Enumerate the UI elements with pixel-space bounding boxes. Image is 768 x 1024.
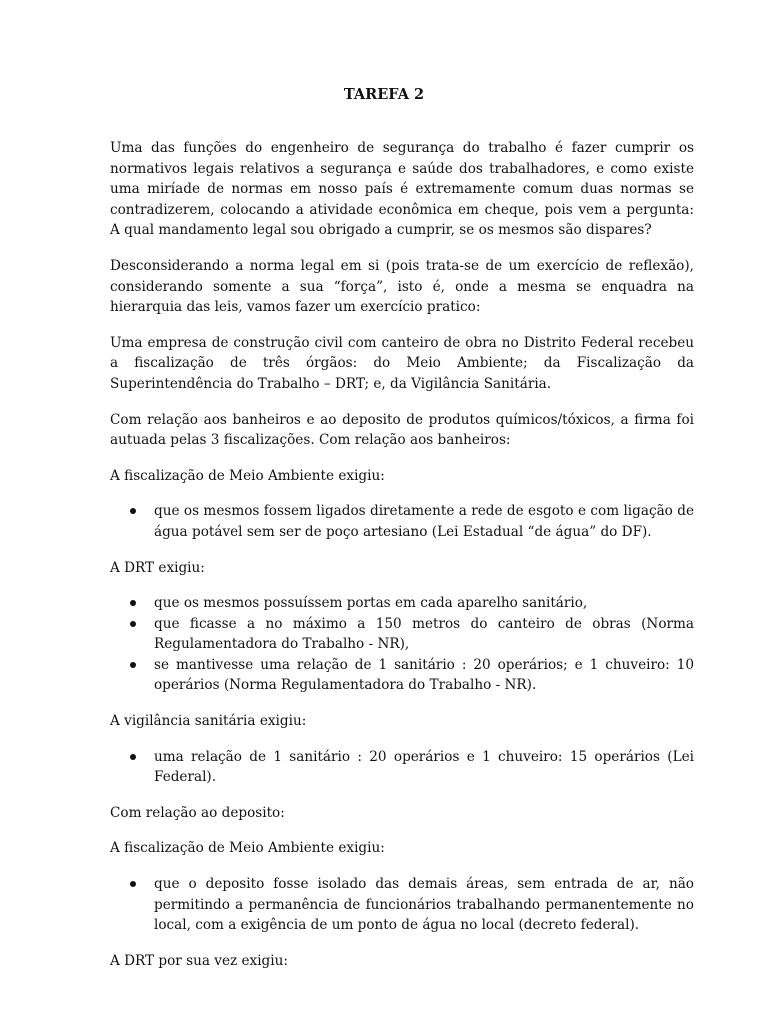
list-item-text: que ficasse a no máximo a 150 metros do canteiro de obras (Norma Regulamentadora do Trabalho - NR), (154, 615, 694, 653)
list-item-text: se mantivesse uma relação de 1 sanitário : 20 operários; e 1 chuveiro: 10 operários (Norma Regulamentadora do Trabalho - NR). (154, 656, 694, 694)
heading-drt-final: A DRT por sua vez exigiu: (110, 952, 288, 969)
bullet-icon (130, 662, 136, 668)
heading-meio-ambiente: A fiscalização de Meio Ambiente exigiu: (110, 467, 385, 484)
list-deposito-meio-ambiente (110, 874, 694, 936)
heading-vigilancia: A vigilância sanitária exigiu: (110, 713, 307, 730)
list-item (110, 501, 694, 542)
list-item (110, 593, 694, 614)
paragraph-desconsiderando: Desconsiderando a norma legal em si (pois trata-se de um exercício de reflexão), considerando somente a sua “força”, isto é, onde a mesma se enquadra na hierarquia das leis, vamos fazer um exercício pratico: (110, 257, 694, 316)
paragraph-intro: Uma das funções do engenheiro de segurança do trabalho é fazer cumprir os normativos legais relativos a segurança e saúde dos trabalhadores, e como existe uma miríade de normas em nosso país é extremamente comum duas normas se contradizerem, colocando a atividade econômica em cheque, pois vem a pergunta: A qual mandamento legal sou obrigado a cumprir, se os mesmos são dispares? (110, 140, 694, 239)
list-item-text: que os mesmos fossem ligados diretamente a rede de esgoto e com ligação de água potável sem ser de poço artesiano (Lei Estadual “de água” do DF). (154, 503, 694, 540)
list-vigilancia (110, 747, 694, 788)
heading-deposito: Com relação ao deposito: (110, 804, 285, 821)
list-item-text: que os mesmos possuíssem portas em cada aparelho sanitário, (154, 595, 588, 612)
bullet-icon (130, 508, 136, 514)
document-body (110, 138, 694, 986)
list-item (110, 747, 694, 788)
bullet-icon (130, 621, 136, 627)
list-meio-ambiente (110, 501, 694, 542)
heading-deposito-meio-ambiente: A fiscalização de Meio Ambiente exigiu: (110, 840, 385, 857)
bullet-icon (130, 754, 136, 760)
list-item-text: que o deposito fosse isolado das demais áreas, sem entrada de ar, não permitindo a permanência de funcionários trabalhando permanentemente no local, com a exigência de um ponto de água no local (decreto federal). (154, 876, 694, 934)
paragraph-empresa: Uma empresa de construção civil com canteiro de obra no Distrito Federal recebeu a fiscalização de três órgãos: do Meio Ambiente; da Fiscalização da Superintendência do Trabalho – DRT; e, da Vigilância Sanitária. (110, 334, 694, 392)
bullet-icon (130, 881, 136, 887)
document-title: TAREFA 2 (343, 86, 425, 103)
list-item (110, 655, 694, 696)
list-drt (110, 593, 694, 696)
heading-drt: A DRT exigiu: (110, 559, 205, 576)
list-item (110, 614, 694, 655)
list-item (110, 874, 694, 936)
list-item-text: uma relação de 1 sanitário : 20 operários e 1 chuveiro: 15 operários (Lei Federal). (154, 748, 694, 786)
bullet-icon (130, 600, 136, 606)
paragraph-banheiros: Com relação aos banheiros e ao deposito de produtos químicos/tóxicos, a firma foi autuada pelas 3 fiscalizações. Com relação aos banheiros: (110, 411, 694, 449)
